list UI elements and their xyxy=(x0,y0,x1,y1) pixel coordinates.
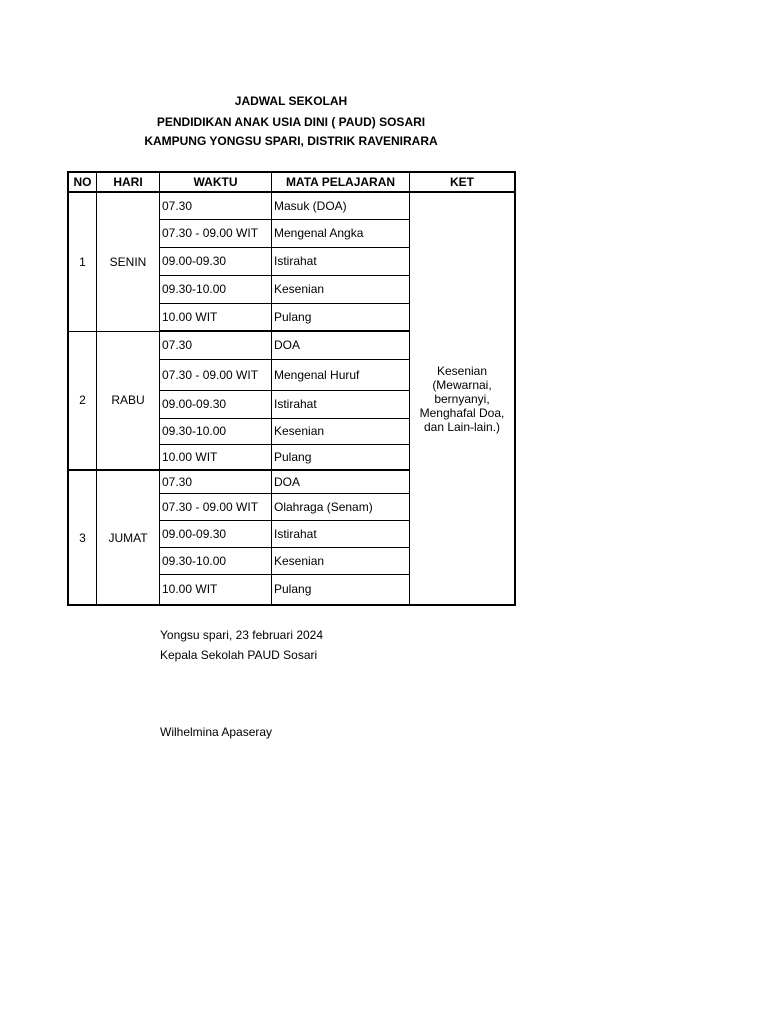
cell-waktu: 07.30 xyxy=(160,192,272,219)
cell-mapel: Istirahat xyxy=(272,390,410,418)
cell-mapel: DOA xyxy=(272,470,410,493)
cell-mapel: Pulang xyxy=(272,444,410,470)
header-no: NO xyxy=(68,172,97,192)
cell-mapel: Istirahat xyxy=(272,520,410,547)
cell-waktu: 07.30 - 09.00 WIT xyxy=(160,493,272,520)
title-line-1: JADWAL SEKOLAH xyxy=(234,94,348,108)
cell-waktu: 10.00 WIT xyxy=(160,574,272,605)
title-line-2: PENDIDIKAN ANAK USIA DINI ( PAUD) SOSARI xyxy=(156,115,426,129)
signature-position: Kepala Sekolah PAUD Sosari xyxy=(160,648,318,662)
row-no: 3 xyxy=(68,470,97,605)
cell-waktu: 07.30 - 09.00 WIT xyxy=(160,219,272,247)
ket-note: Kesenian (Mewarnai, bernyanyi, Menghafal Doa, dan Lain-lain.) xyxy=(410,192,516,605)
signature-place-date: Yongsu spari, 23 februari 2024 xyxy=(160,628,324,642)
cell-waktu: 10.00 WIT xyxy=(160,444,272,470)
cell-mapel: Kesenian xyxy=(272,547,410,574)
cell-waktu: 09.30-10.00 xyxy=(160,547,272,574)
row-hari: RABU xyxy=(97,331,160,470)
row-no: 1 xyxy=(68,192,97,331)
cell-mapel: Kesenian xyxy=(272,275,410,303)
schedule-table xyxy=(67,171,516,606)
cell-waktu: 07.30 xyxy=(160,470,272,493)
cell-waktu: 09.00-09.30 xyxy=(160,520,272,547)
header-hari: HARI xyxy=(97,172,160,192)
cell-mapel: DOA xyxy=(272,331,410,359)
cell-mapel: Istirahat xyxy=(272,247,410,275)
cell-mapel: Kesenian xyxy=(272,418,410,444)
header-mapel: MATA PELAJARAN xyxy=(272,172,410,192)
cell-mapel: Olahraga (Senam) xyxy=(272,493,410,520)
cell-waktu: 09.30-10.00 xyxy=(160,275,272,303)
table-header-row xyxy=(68,172,515,192)
header-waktu: WAKTU xyxy=(160,172,272,192)
header-ket: KET xyxy=(410,172,516,192)
cell-mapel: Pulang xyxy=(272,574,410,605)
row-hari: SENIN xyxy=(97,192,160,331)
cell-waktu: 09.30-10.00 xyxy=(160,418,272,444)
cell-waktu: 09.00-09.30 xyxy=(160,247,272,275)
cell-waktu: 09.00-09.30 xyxy=(160,390,272,418)
cell-waktu: 10.00 WIT xyxy=(160,303,272,331)
table-row xyxy=(68,192,515,219)
cell-mapel: Masuk (DOA) xyxy=(272,192,410,219)
cell-mapel: Mengenal Huruf xyxy=(272,359,410,390)
cell-mapel: Pulang xyxy=(272,303,410,331)
cell-waktu: 07.30 - 09.00 WIT xyxy=(160,359,272,390)
cell-waktu: 07.30 xyxy=(160,331,272,359)
signature-name: Wilhelmina Apaseray xyxy=(160,725,273,739)
title-line-3: KAMPUNG YONGSU SPARI, DISTRIK RAVENIRARA xyxy=(144,134,438,148)
row-no: 2 xyxy=(68,331,97,470)
row-hari: JUMAT xyxy=(97,470,160,605)
cell-mapel: Mengenal Angka xyxy=(272,219,410,247)
